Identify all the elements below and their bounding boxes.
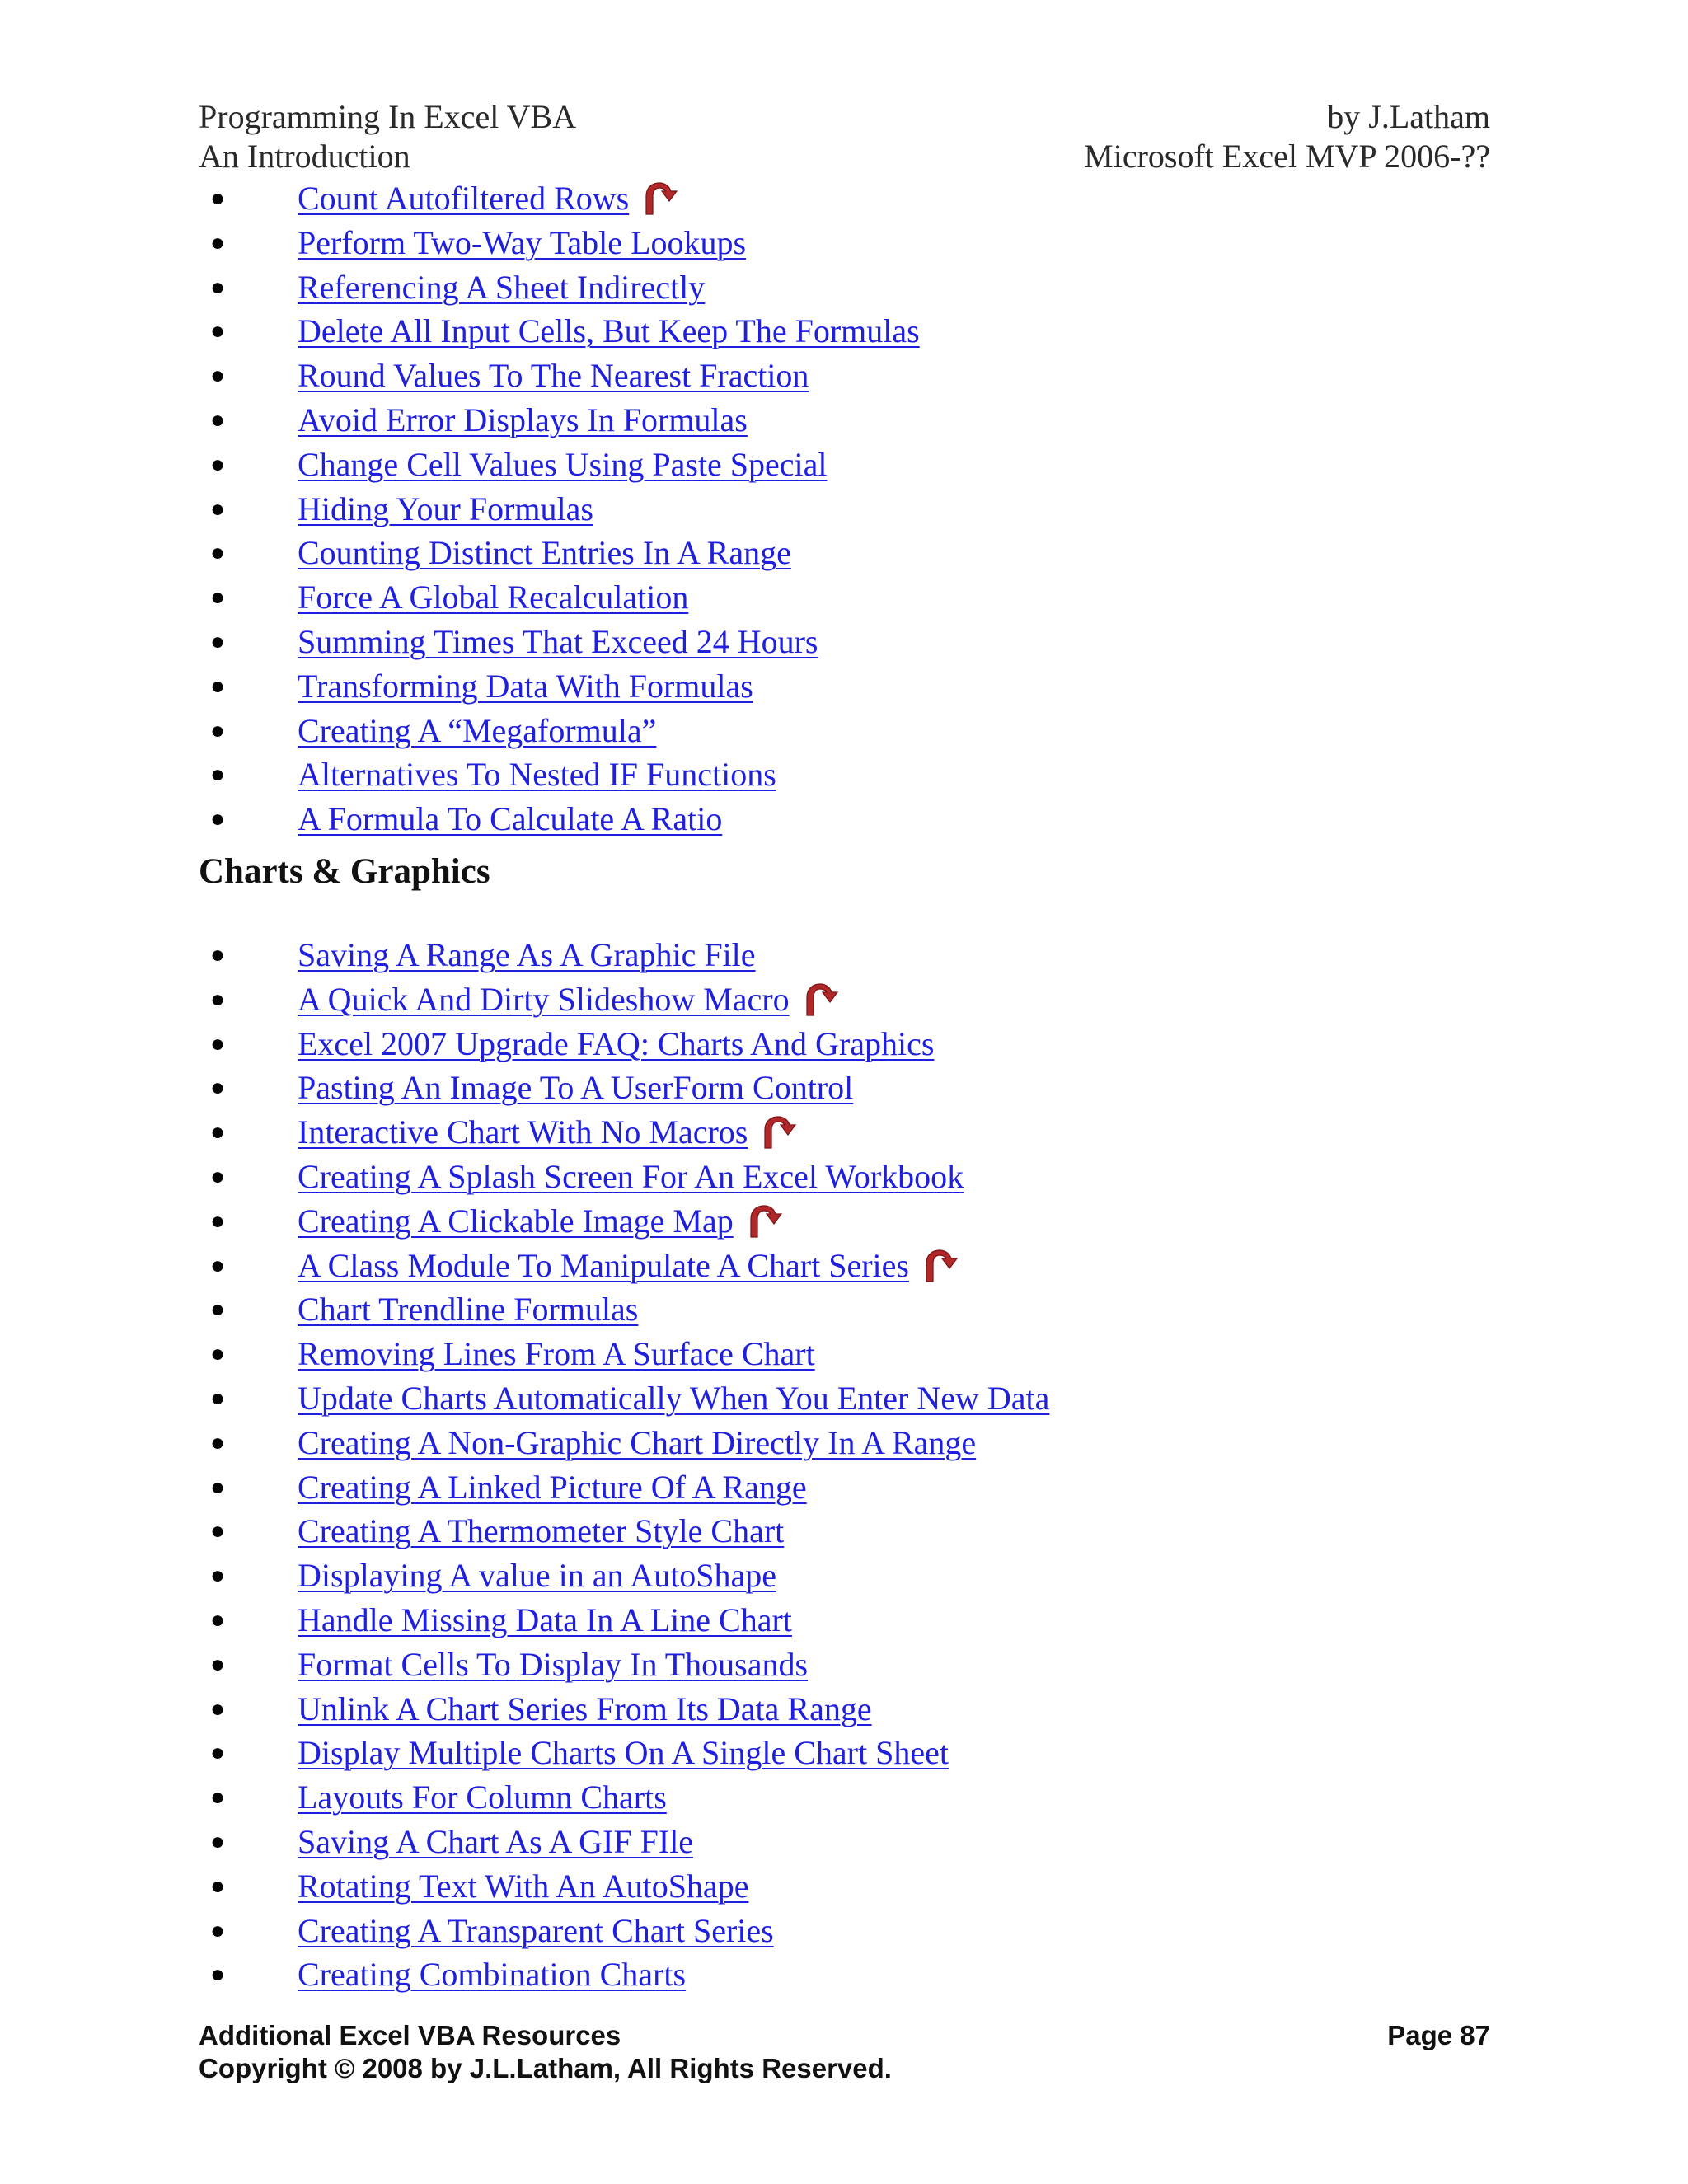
resource-link[interactable]: Layouts For Column Charts [298, 1779, 667, 1816]
resource-link[interactable]: Creating A Clickable Image Map [298, 1202, 734, 1240]
resource-link[interactable]: A Class Module To Manipulate A Chart Series [298, 1246, 909, 1284]
resource-link[interactable]: Summing Times That Exceed 24 Hours [298, 622, 818, 660]
page-number: Page 87 [1387, 2020, 1490, 2050]
bullet-icon: ● [210, 716, 226, 744]
resource-link[interactable]: Avoid Error Displays In Formulas [298, 401, 748, 438]
resource-link[interactable]: Saving A Range As A Graphic File [298, 936, 756, 973]
resource-link[interactable]: Delete All Input Cells, But Keep The Formulas [298, 312, 920, 350]
bullet-icon: ● [210, 450, 226, 478]
section-heading-charts-graphics: Charts & Graphics [199, 852, 490, 891]
resource-link[interactable]: Change Cell Values Using Paste Special [298, 445, 828, 483]
bullet-icon: ● [210, 1029, 226, 1057]
resource-link[interactable]: A Formula To Calculate A Ratio [298, 800, 723, 838]
resource-link[interactable]: Handle Missing Data In A Line Chart [298, 1601, 792, 1638]
resource-link[interactable]: Creating A Linked Picture Of A Range [298, 1468, 807, 1506]
resource-link[interactable]: Format Cells To Display In Thousands [298, 1645, 809, 1683]
header-row-2 [199, 137, 1490, 176]
resource-link[interactable]: Hiding Your Formulas [298, 490, 593, 527]
resource-link[interactable]: A Quick And Dirty Slideshow Macro [298, 980, 790, 1018]
document-subtitle: An Introduction [199, 138, 410, 175]
resource-link[interactable]: Creating A Non-Graphic Chart Directly In A Range [298, 1423, 977, 1461]
bullet-icon: ● [210, 1605, 226, 1633]
resource-link[interactable]: Count Autofiltered Rows [298, 180, 630, 217]
bullet-icon: ● [210, 1783, 226, 1811]
bullet-icon: ● [210, 1118, 226, 1146]
bullet-icon: ● [210, 1827, 226, 1855]
resource-link[interactable]: Force A Global Recalculation [298, 579, 689, 616]
author-title: Microsoft Excel MVP 2006-?? [1084, 138, 1490, 175]
bullet-icon: ● [210, 1517, 226, 1545]
bullet-icon: ● [210, 583, 226, 612]
footer-row-1 [199, 2019, 1490, 2052]
resource-link[interactable]: Rotating Text With An AutoShape [298, 1867, 749, 1905]
resource-link[interactable]: Creating A “Megaformula” [298, 711, 657, 749]
bullet-icon: ● [210, 1916, 226, 1944]
bullet-icon: ● [210, 228, 226, 256]
bullet-icon: ● [210, 273, 226, 301]
bullet-icon: ● [210, 539, 226, 567]
resource-link[interactable]: Perform Two-Way Table Lookups [298, 223, 747, 261]
header-row-1 [199, 97, 1490, 137]
bullet-icon: ● [210, 627, 226, 655]
bullet-icon: ● [210, 941, 226, 968]
footer-row-2 [199, 2052, 1490, 2085]
bullet-icon: ● [210, 1340, 226, 1368]
bullet-icon: ● [210, 985, 226, 1013]
bullet-icon: ● [210, 1739, 226, 1767]
bullet-icon: ● [210, 1207, 226, 1235]
resource-link[interactable]: Displaying A value in an AutoShape [298, 1557, 777, 1595]
document-title: Programming In Excel VBA [199, 98, 577, 135]
resource-link[interactable]: Creating A Splash Screen For An Excel Workbook [298, 1157, 964, 1195]
resource-link[interactable]: Chart Trendline Formulas [298, 1291, 639, 1329]
bullet-icon: ● [210, 1650, 226, 1678]
external-link-arrow-icon[interactable] [748, 1204, 785, 1239]
external-link-arrow-icon[interactable] [924, 1249, 960, 1283]
bullet-icon: ● [210, 1872, 226, 1900]
bullet-icon: ● [210, 362, 226, 390]
resource-link[interactable]: Referencing A Sheet Indirectly [298, 268, 706, 306]
resource-link[interactable]: Creating A Thermometer Style Chart [298, 1512, 785, 1550]
bullet-icon: ● [210, 1251, 226, 1279]
bullet-icon: ● [210, 672, 226, 700]
footer-resources: Additional Excel VBA Resources [199, 2020, 621, 2050]
bullet-icon: ● [210, 1694, 226, 1722]
bullet-icon: ● [210, 761, 226, 789]
resource-link[interactable]: Update Charts Automatically When You Enter New Data [298, 1379, 1050, 1417]
footer-copyright: Copyright © 2008 by J.L.Latham, All Rights Reserved. [199, 2053, 892, 2083]
resource-link[interactable]: Creating Combination Charts [298, 1956, 687, 1994]
bullet-icon: ● [210, 1162, 226, 1190]
bullet-icon: ● [210, 1074, 226, 1102]
resource-link[interactable]: Unlink A Chart Series From Its Data Range [298, 1690, 872, 1727]
bullet-icon: ● [210, 1562, 226, 1590]
author-name: by J.Latham [1327, 98, 1490, 135]
bullet-icon: ● [210, 1961, 226, 1989]
bullet-icon: ● [210, 494, 226, 523]
resource-link[interactable]: Pasting An Image To A UserForm Control [298, 1069, 854, 1107]
resource-link[interactable]: Counting Distinct Entries In A Range [298, 534, 791, 572]
external-link-arrow-icon[interactable] [644, 181, 680, 216]
bullet-icon: ● [210, 317, 226, 345]
bullet-icon: ● [210, 405, 226, 434]
page-footer [199, 2019, 1490, 2085]
resource-link[interactable]: Alternatives To Nested IF Functions [298, 756, 776, 794]
resource-link[interactable]: Round Values To The Nearest Fraction [298, 357, 809, 395]
external-link-arrow-icon[interactable] [762, 1115, 799, 1150]
external-link-arrow-icon[interactable] [804, 982, 841, 1017]
bullet-icon: ● [210, 1384, 226, 1412]
resource-link[interactable]: Creating A Transparent Chart Series [298, 1911, 774, 1949]
bullet-icon: ● [210, 1428, 226, 1456]
page-header [199, 97, 1490, 176]
bullet-icon: ● [210, 805, 226, 833]
bullet-icon: ● [210, 185, 226, 212]
resource-link[interactable]: Display Multiple Charts On A Single Chart Sheet [298, 1734, 949, 1772]
resource-link[interactable]: Interactive Chart With No Macros [298, 1113, 748, 1151]
bullet-icon: ● [210, 1473, 226, 1501]
resource-link[interactable]: Removing Lines From A Surface Chart [298, 1335, 815, 1373]
bullet-icon: ● [210, 1296, 226, 1324]
resource-link[interactable]: Saving A Chart As A GIF FIle [298, 1822, 694, 1860]
resource-link[interactable]: Transforming Data With Formulas [298, 667, 753, 705]
resource-link[interactable]: Excel 2007 Upgrade FAQ: Charts And Graphics [298, 1024, 935, 1062]
